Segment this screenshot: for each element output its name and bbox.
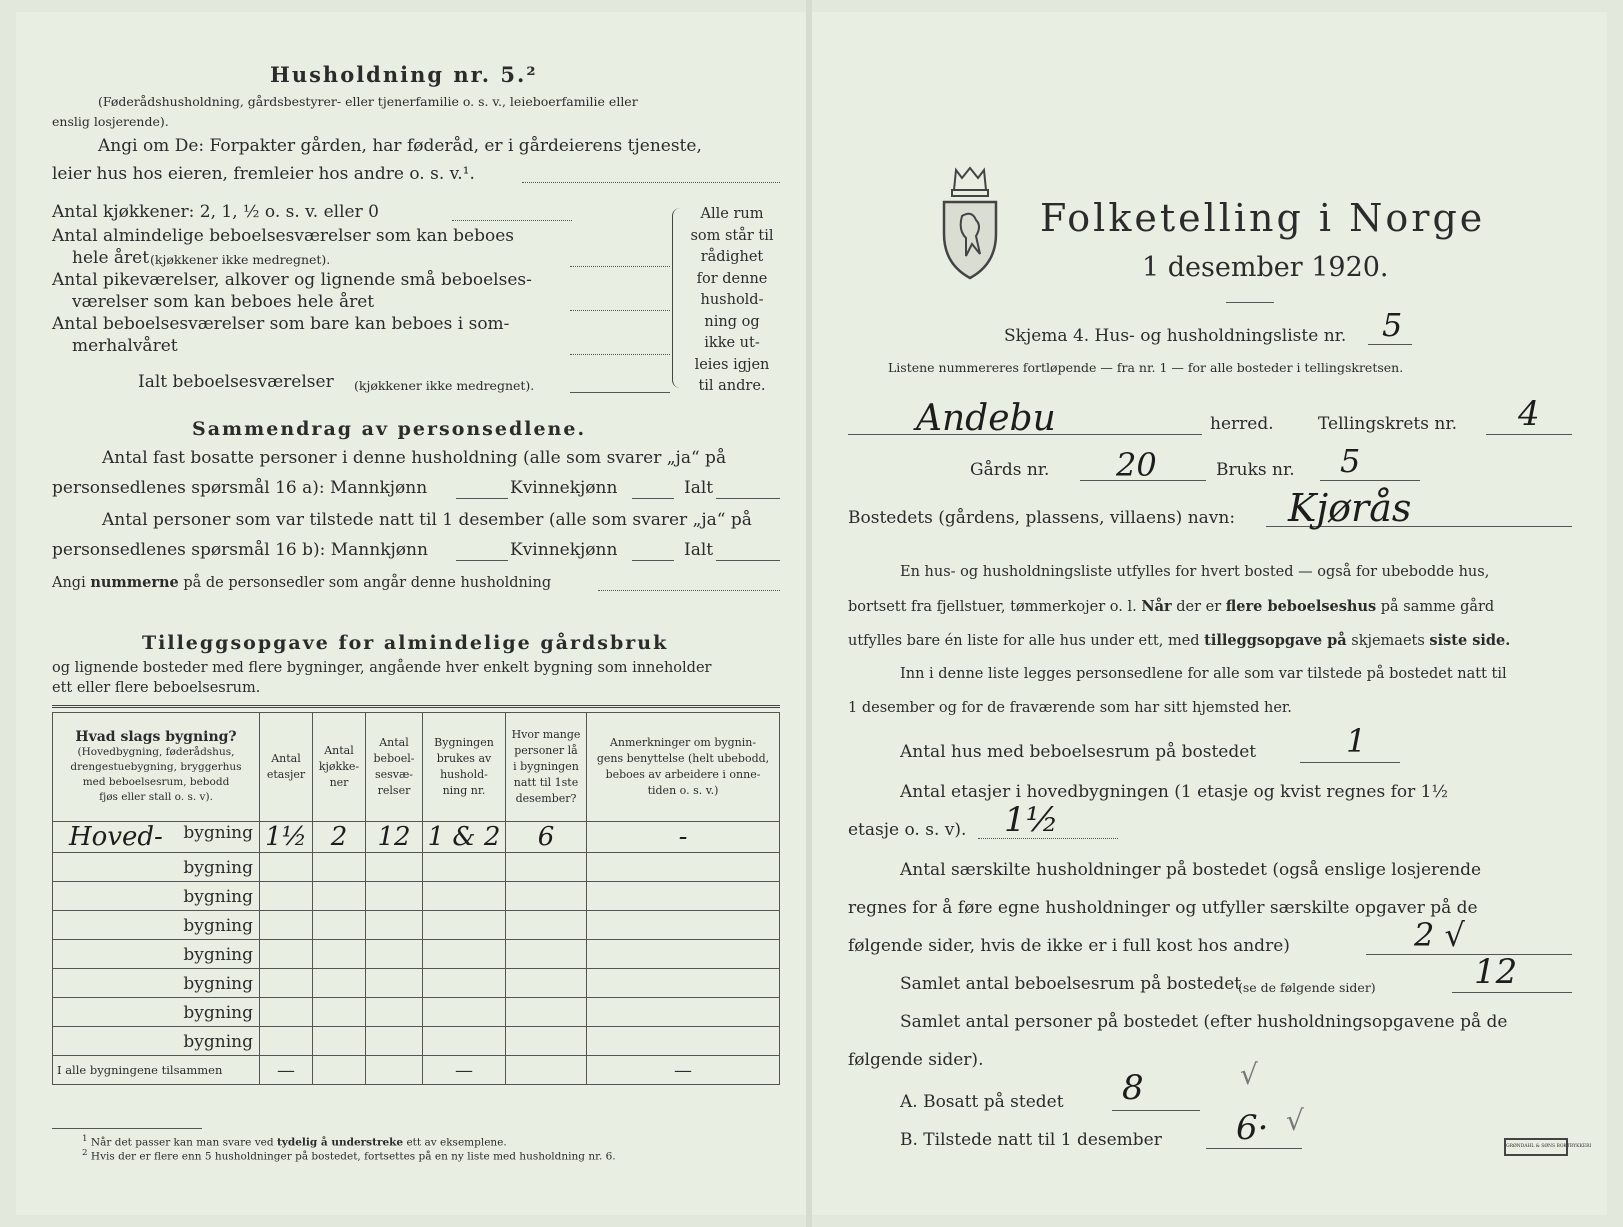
building-kjokken-cell [313,882,366,911]
houses-value: 1 [1346,722,1367,760]
floors-value: 1½ [1004,800,1059,840]
column-header-line: Antal [324,744,354,757]
houses-label: Antal hus med beboelsesrum på bostedet [900,742,1257,762]
building-row [53,969,780,998]
floors-label-1: Antal etasjer i hovedbygningen (1 etasje og kvist regnes for 1½ [900,782,1448,802]
present-female-line [632,560,674,561]
building-suffix-label: bygning [183,973,253,994]
building-hush-cell [423,940,506,969]
form-label: Skjema 4. Hus- og husholdningsliste nr. [1004,326,1347,346]
resident-male-line [456,498,508,499]
building-etasjer-cell [260,1027,313,1056]
present-female-label: Kvinnekjønn [510,540,618,560]
sum-floors: — [260,1056,313,1085]
col-building-type [53,713,260,822]
building-row [53,911,780,940]
rooms-total-label: Ialt beboelsesværelser [138,372,334,392]
total-rooms-line [1452,992,1572,993]
building-pers-cell [506,911,587,940]
building-suffix-label: bygning [183,915,253,936]
persons-label-2: følgende sider). [848,1050,984,1070]
present-check-mark: √ [1286,1104,1304,1137]
building-rum-cell [366,853,423,882]
building-hush-cell [423,911,506,940]
household-title: Husholdning nr. 5.² [270,62,538,87]
building-type-sub-line: (Hovedbygning, føderådshus, [77,746,235,758]
building-kjokken-cell [313,940,366,969]
building-rum-cell [366,882,423,911]
instructions-1a: En hus- og husholdningsliste utfylles for hvert bosted — også for ubebodde hus, [900,564,1490,580]
households-value: 2 √ [1414,916,1465,954]
building-anm-cell [587,911,780,940]
column-header-line: etasjer [266,768,306,781]
building-type-cell [53,969,260,998]
building-row [53,822,780,853]
building-type-sub-line: fjøs eller stall o. s. v). [99,791,213,803]
building-suffix-label: bygning [183,1031,253,1052]
building-kjokken-cell: 2 [313,822,366,853]
persons-label-1: Samlet antal personer på bostedet (efter husholdningsopgavene på de [900,1012,1508,1032]
present-label: B. Tilstede natt til 1 desember [900,1130,1162,1150]
column-header-line: hushold- [440,768,488,781]
building-etasjer-cell [260,911,313,940]
building-type-cell [53,882,260,911]
resident-label: A. Bosatt på stedet [900,1092,1064,1112]
holding-nr-value: 5 [1340,442,1361,480]
numbering-note: Listene nummereres fortløpende — fra nr. 1 — for alle bosteder i tellingskretsen. [888,360,1404,375]
building-anm-cell [587,882,780,911]
households-line [1366,954,1572,955]
side-note-line: leies igjen [694,356,770,373]
district-value: 4 [1518,394,1540,434]
side-note-line: rådighet [700,249,764,265]
side-note-line: til andre. [698,378,766,394]
holding-nr-label: Bruks nr. [1216,460,1295,480]
building-pers-cell [506,998,587,1027]
rooms-ordinary-note: (kjøkkener ikke medregnet). [150,252,331,267]
summary-resident-2: personsedlenes spørsmål 16 a): Mannkjønn [52,478,428,498]
column-header-line: Hvor mange [511,728,581,741]
building-rum-cell: 12 [366,822,423,853]
building-anm-cell [587,940,780,969]
side-note-line: Alle rum [700,206,764,222]
building-pers-cell [506,853,587,882]
rooms-ordinary-2: hele året [72,248,150,268]
column-header-line: ning nr. [442,784,486,797]
summary-present-2: personsedlenes spørsmål 16 b): Mannkjønn [52,540,428,560]
supplement-desc-2: ett eller flere beboelsesrum. [52,680,261,696]
building-type-cell [53,940,260,969]
building-hush-cell [423,998,506,1027]
rooms-total-line [570,392,670,393]
column-header-line: gens benyttelse (helt ubebodd, [596,752,770,765]
column-header-line: Anmerkninger om bygnin- [609,736,757,749]
resident-female-line [632,498,674,499]
census-title: Folketelling i Norge [1040,196,1486,240]
column-header-line: ner [329,776,349,789]
floors-label-2: etasje o. s. v). [848,820,967,840]
farm-nr-value: 20 [1116,446,1157,484]
resident-check-mark: √ [1240,1058,1258,1091]
household-intro: (Føderådshusholdning, gårdsbestyrer- eller tjenerfamilie o. s. v., leieboerfamilie eller [98,94,638,109]
building-suffix-label: bygning [183,1002,253,1023]
building-rum-cell [366,940,423,969]
municipality-value: Andebu [916,398,1056,439]
instructions-2a: Inn i denne liste legges personsedlene for alle som var tilstede på bostedet natt til [900,666,1507,682]
building-suffix-label: bygning [183,886,253,907]
column-header-line: personer lå [514,744,578,757]
holding-nr-line [1320,480,1420,481]
building-kjokken-cell [313,911,366,940]
rooms-ordinary-dots [570,266,670,267]
building-etasjer-cell [260,940,313,969]
rooms-summer-1: Antal beboelsesværelser som bare kan beboes i som- [52,314,510,334]
building-type-handwritten: Hoved- [69,822,163,852]
rooms-small-dots [570,310,670,311]
building-etasjer-cell [260,969,313,998]
building-rum-cell [366,1027,423,1056]
present-total-label: Ialt [684,540,714,560]
resident-total-label: Ialt [684,478,714,498]
col-persons [506,713,587,822]
building-anm-cell [587,853,780,882]
kitchens-label: Antal kjøkkener: 2, 1, ½ o. s. v. eller 0 [52,202,379,222]
municipality-label: herred. [1210,414,1274,434]
rooms-small-1: Antal pikeværelser, alkover og lignende små beboelses- [52,270,532,290]
resident-line [1112,1110,1200,1111]
footnote-rule [52,1128,202,1129]
buildings-table [52,712,780,1085]
form-nr-line [1368,344,1412,345]
building-type-cell [53,853,260,882]
sum-remarks: — [587,1056,780,1085]
summary-title: Sammendrag av personsedlene. [192,418,587,440]
present-value: 6· [1236,1108,1269,1148]
column-header-line: kjøkke- [318,760,360,773]
building-pers-cell: 6 [506,822,587,853]
building-anm-cell [587,1027,780,1056]
building-type-cell [53,911,260,940]
rooms-ordinary-1: Antal almindelige beboelsesværelser som kan beboes [52,226,514,246]
col-building-type-sub [53,745,259,805]
building-anm-cell: - [587,822,780,853]
present-line [1206,1148,1302,1149]
place-name-label: Bostedets (gårdens, plassens, villaens) navn: [848,508,1236,528]
present-male-line [456,560,508,561]
column-header-line: brukes av [436,752,492,765]
building-suffix-label: bygning [183,944,253,965]
column-header-line: Antal [379,736,409,749]
building-pers-cell [506,940,587,969]
instructions-2b: 1 desember og for de fraværende som har sitt hjemsted her. [848,700,1292,716]
sum-rooms [366,1056,423,1085]
building-etasjer-cell [260,882,313,911]
building-etasjer-cell: 1½ [260,822,313,853]
column-header-line: sesvæ- [374,768,414,781]
building-pers-cell [506,882,587,911]
rooms-summer-dots [570,354,670,355]
form-nr-value: 5 [1382,306,1403,344]
column-header-line: Antal [271,752,301,765]
building-hush-cell: 1 & 2 [423,822,506,853]
building-rum-cell [366,911,423,940]
households-label-2: regnes for å føre egne husholdninger og utfyller særskilte opgaver på de [848,898,1478,918]
building-row [53,940,780,969]
households-label-3: følgende sider, hvis de ikke er i full kost hos andre) [848,936,1290,956]
side-note-line: som står til [690,227,774,244]
building-etasjer-cell [260,853,313,882]
column-header-line: i bygningen [513,760,579,773]
building-anm-cell [587,969,780,998]
table-top-rule [52,705,780,708]
building-rum-cell [366,969,423,998]
building-type-sub-line: med beboelsesrum, bebodd [82,776,230,788]
person-numbers-label: Angi nummerne på de personsedler som angår denne husholdning [52,574,552,591]
col-rooms [366,713,423,822]
rooms-total-note: (kjøkkener ikke medregnet). [354,378,535,393]
resident-female-label: Kvinnekjønn [510,478,618,498]
building-hush-cell [423,969,506,998]
building-pers-cell [506,1027,587,1056]
title-rule [1226,302,1274,303]
rooms-side-note [690,204,774,398]
building-row [53,882,780,911]
building-hush-cell [423,1027,506,1056]
building-type-cell [53,1027,260,1056]
instructions-1b: bortsett fra fjellstuer, tømmerkojer o. l. Når der er flere beboelseshus på samme gård [848,598,1495,615]
column-header-line: natt til 1ste [513,776,579,789]
houses-line [1300,762,1400,763]
col-floors [260,713,313,822]
building-pers-cell [506,969,587,998]
side-note-line: ning og [704,313,760,330]
resident-total-line [716,498,780,499]
col-kitchens [313,713,366,822]
side-note-line: ikke ut- [704,335,760,351]
place-name-value: Kjørås [1288,486,1412,530]
sum-household: — [423,1056,506,1085]
coat-of-arms-icon [938,164,1002,282]
building-kjokken-cell [313,969,366,998]
footnote-1: $^1$ Når det passer kan man svare ved tydelig å understreke ett av eksemplene. [82,1134,507,1149]
total-rooms-note: (se de følgende sider) [1238,980,1376,995]
column-header-line: desember? [515,792,577,805]
total-rooms-value: 12 [1474,952,1518,992]
building-suffix-label: bygning [183,823,253,843]
question-tenure-1: Angi om De: Forpakter gården, har føderåd, er i gårdeierens tjeneste, [98,136,702,156]
person-numbers-dots [598,590,780,591]
building-suffix-label: bygning [183,857,253,878]
column-header-line: Bygningen [434,736,494,749]
side-note-line: for denne [696,270,768,287]
rooms-small-2: værelser som kan beboes hele året [72,292,375,312]
building-kjokken-cell [313,998,366,1027]
present-total-line [716,560,780,561]
households-label-1: Antal særskilte husholdninger på bostedet (også enslige losjerende [900,860,1482,880]
building-type-sub-line: drengestuebygning, bryggerhus [70,761,242,773]
summary-resident-1: Antal fast bosatte personer i denne husholdning (alle som svarer „ja“ på [102,448,727,468]
district-label: Tellingskrets nr. [1318,414,1458,434]
district-line [1486,434,1572,435]
resident-value: 8 [1122,1068,1144,1108]
building-hush-cell [423,882,506,911]
building-anm-cell [587,998,780,1027]
supplement-desc-1: og lignende bosteder med flere bygninger, angående hver enkelt bygning som inneholder [52,660,712,676]
building-row [53,853,780,882]
census-date: 1 desember 1920. [1142,252,1389,283]
summary-present-1: Antal personer som var tilstede natt til 1 desember (alle som svarer „ja“ på [102,510,752,530]
building-kjokken-cell [313,1027,366,1056]
question-tenure-2: leier hus hos eieren, fremleier hos andre o. s. v.¹. [52,164,475,184]
col-building-type-title: Hvad slags bygning? [75,729,237,745]
building-row [53,998,780,1027]
sum-kitchens [313,1056,366,1085]
column-header-line: beboes av arbeidere i onne- [605,768,761,781]
total-rooms-label: Samlet antal beboelsesrum på bostedet [900,974,1242,994]
printer-stamp: GRØNDAHL & SØNS BOKTRYKKERI [1504,1138,1568,1156]
col-remarks [587,713,780,822]
col-household-nr [423,713,506,822]
supplement-title: Tilleggsopgave for almindelige gårdsbruk [142,632,669,654]
building-hush-cell [423,853,506,882]
kitchens-dots [452,220,572,221]
farm-nr-label: Gårds nr. [970,460,1050,480]
building-rum-cell [366,998,423,1027]
sum-persons [506,1056,587,1085]
building-etasjer-cell [260,998,313,1027]
column-header-line: relser [377,784,411,797]
instructions-1c: utfylles bare én liste for alle hus under ett, med tilleggsopgave på skjemaets siste side. [848,632,1511,649]
building-type-cell [53,822,260,853]
rooms-brace [672,208,681,388]
column-header-line: tiden o. s. v.) [647,784,719,797]
column-header-line: beboel- [373,752,415,765]
tenure-answer-line [522,182,780,183]
sum-row-label: I alle bygningene tilsammen [53,1056,260,1085]
side-note-line: hushold- [700,292,764,308]
footnote-2: $^2$ Hvis der er flere enn 5 husholdninger på bostedet, fortsettes på en ny liste med husholdning nr. 6. [82,1148,616,1163]
building-type-cell [53,998,260,1027]
household-intro-2: enslig losjerende). [52,114,169,129]
building-row [53,1027,780,1056]
building-kjokken-cell [313,853,366,882]
rooms-summer-2: merhalvåret [72,336,178,356]
